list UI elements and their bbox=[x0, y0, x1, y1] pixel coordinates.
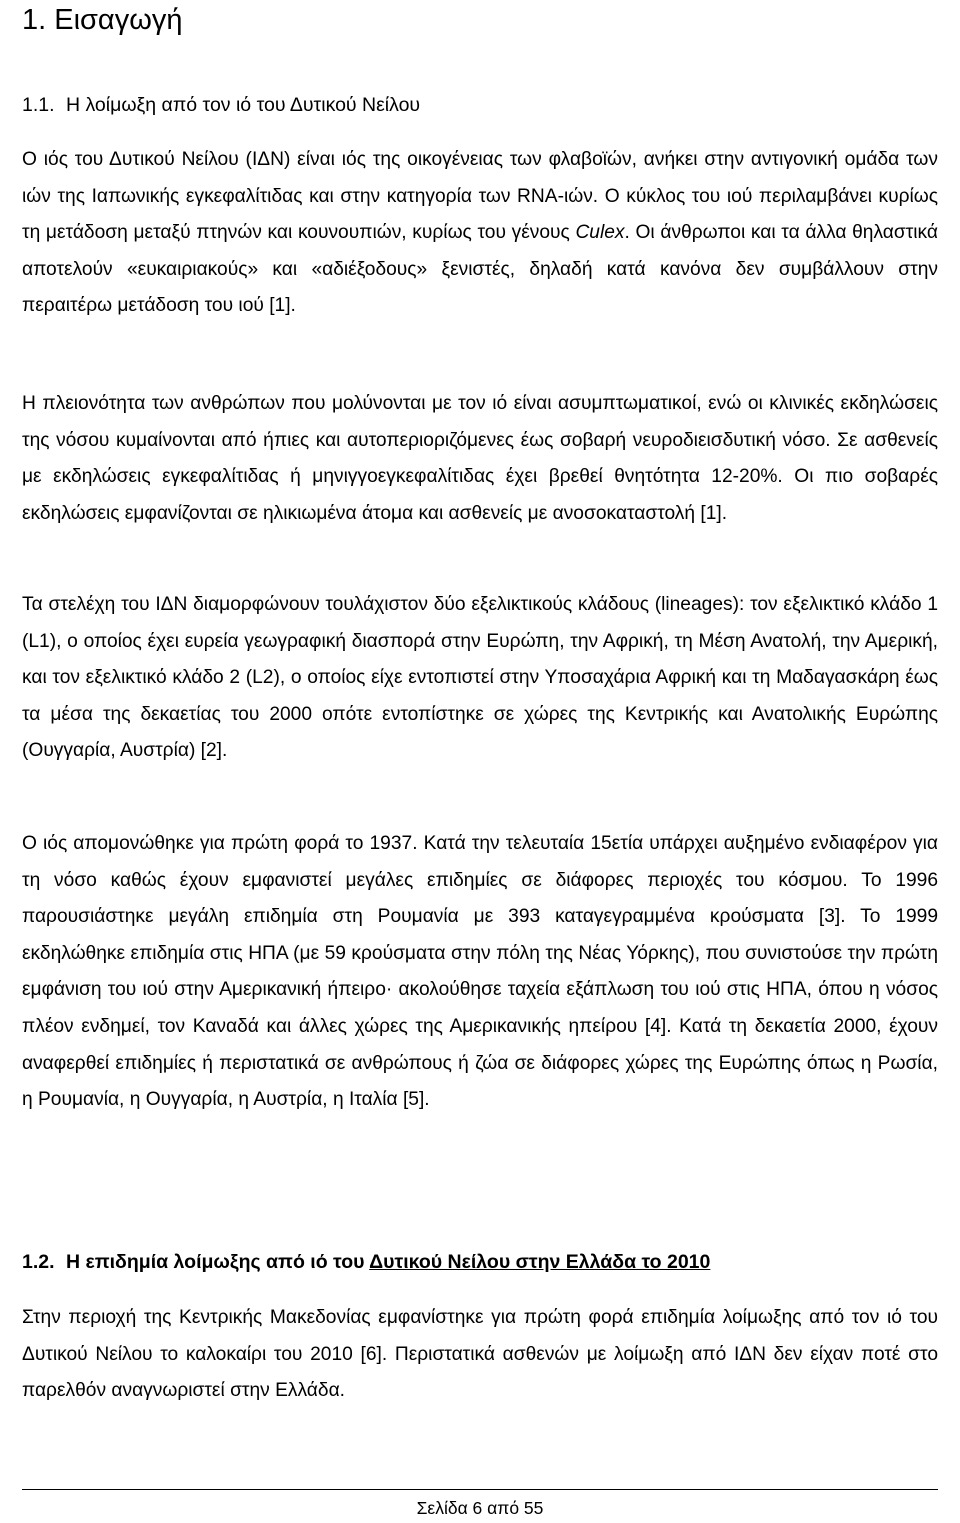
section-1-2-title bbox=[66, 1251, 710, 1273]
section-1-1-heading bbox=[22, 93, 420, 117]
paragraph-4: Ο ιός απομονώθηκε για πρώτη φορά το 1937. Κατά την τελευταία 15ετία υπάρχει αυξημένο ενδιαφέρον για τη νόσο καθώς έχουν εμφανιστεί μεγάλες επιδημίες σε διάφορες περιοχές του κόσμου. Το 1996 παρουσιάστηκε μεγάλη επιδημία στη Ρουμανία με 393 καταγεγραμμένα κρούσματα [3]. Το 1999 εκδηλώθηκε επιδημία στις ΗΠΑ (με 59 κρούσματα στην πόλη της Νέας Υόρκης), που συνιστούσε την πρώτη εμφάνιση του ιού στην Αμερικανική ήπειρο· ακολούθησε ταχεία εξάπλωση του ιού στις ΗΠΑ, όπου η νόσος πλέον ενδημεί, τον Καναδά και άλλες χώρες της Αμερικανικής ηπείρου [4]. Κατά τη δεκαετία 2000, έχουν αναφερθεί επιδημίες ή περιστατικά σε ανθρώπους ή ζώα σε διάφορες χώρες της Ευρώπης όπως η Ρωσία, η Ρουμανία, η Ουγγαρία, η Αυστρία, η Ιταλία [5]. bbox=[22, 833, 938, 1111]
section-1-2-title-part1: Η επιδημία λοίμωξης από ιό του bbox=[65, 1251, 370, 1273]
section-1-1-number: 1.1. bbox=[22, 94, 55, 116]
paragraph-2: Η πλειονότητα των ανθρώπων που μολύνονται με τον ιό είναι ασυμπτωματικοί, ενώ οι κλινικές εκδηλώσεις της νόσου κυμαίνονται από ήπιες και αυτοπεριοριζόμενες έως σοβαρή νευροδιεισδυτική νόσο. Σε ασθενείς με εκδηλώσεις εγκεφαλίτιδας ή μηνιγγοεγκεφαλίτιδας έχει βρεθεί θνητότητα 12-20%. Οι πιο σοβαρές εκδηλώσεις εμφανίζονται σε ηλικιωμένα άτομα και ασθενείς με ανοσοκαταστολή [1]. bbox=[22, 393, 938, 524]
section-1-2-number: 1.2. bbox=[22, 1251, 55, 1273]
paragraph-3: Τα στελέχη του ΙΔΝ διαμορφώνουν τουλάχιστον δύο εξελικτικούς κλάδους (lineages): τον εξελικτικό κλάδο 1 (L1), ο οποίος έχει ευρεία γεωγραφική διασπορά στην Ευρώπη, την Αφρική, τη Μέση Ανατολή, την Αμερική, και τον εξελικτικό κλάδο 2 (L2), ο οποίος είχε εντοπιστεί στην Υποσαχάρια Αφρική και τη Μαδαγασκάρη έως τα μέσα της δεκαετίας του 2000 οπότε εντοπίστηκε σε χώρες της Κεντρικής και Ανατολικής Ευρώπης (Ουγγαρία, Αυστρία) [2]. bbox=[22, 594, 938, 762]
paragraph-1 bbox=[22, 142, 938, 325]
chapter-heading: 1. Εισαγωγή bbox=[22, 4, 183, 36]
section-1-2-title-part2: Δυτικού Νείλου στην Ελλάδα το 2010 bbox=[369, 1251, 711, 1273]
paragraph-1-text-a: Ο ιός του Δυτικού Νείλου (ΙΔΝ) είναι ιός της οικογένειας των φλαβοϊών, ανήκει στην αντιγονική ομάδα των ιών της Ιαπωνικής εγκεφαλίτιδας και στην κατηγορία των RNA-ιών. Ο κύκλος του ιού περιλαμβάνει κυρίως τη μετάδοση μεταξύ πτηνών και κουνουπιών, κυρίως του γένους bbox=[22, 149, 938, 244]
paragraph-1-genus: Culex bbox=[575, 222, 625, 244]
paragraph-1-text-b: . Οι άνθρωποι και τα άλλα θηλαστικά αποτελούν «ευκαιριακούς» και «αδιέξοδους» ξενιστές, δηλαδή κατά κανόνα δεν συμβάλλουν στην περαιτέρω μετάδοση του ιού [1]. bbox=[22, 222, 938, 317]
paragraph-5: Στην περιοχή της Κεντρικής Μακεδονίας εμφανίστηκε για πρώτη φορά επιδημία λοίμωξης από τον ιό του Δυτικού Νείλου το καλοκαίρι του 2010 [6]. Περιστατικά ασθενών με λοίμωξη από ΙΔΝ δεν είχαν ποτέ στο παρελθόν αναγνωριστεί στην Ελλάδα. bbox=[22, 1307, 938, 1402]
section-1-1-title: Η λοίμωξη από τον ιό του Δυτικού Νείλου bbox=[65, 94, 421, 116]
page-number-footer: Σελίδα 6 από 55 bbox=[416, 1498, 544, 1518]
footer-divider bbox=[22, 1489, 938, 1490]
section-1-2-heading bbox=[22, 1250, 710, 1274]
